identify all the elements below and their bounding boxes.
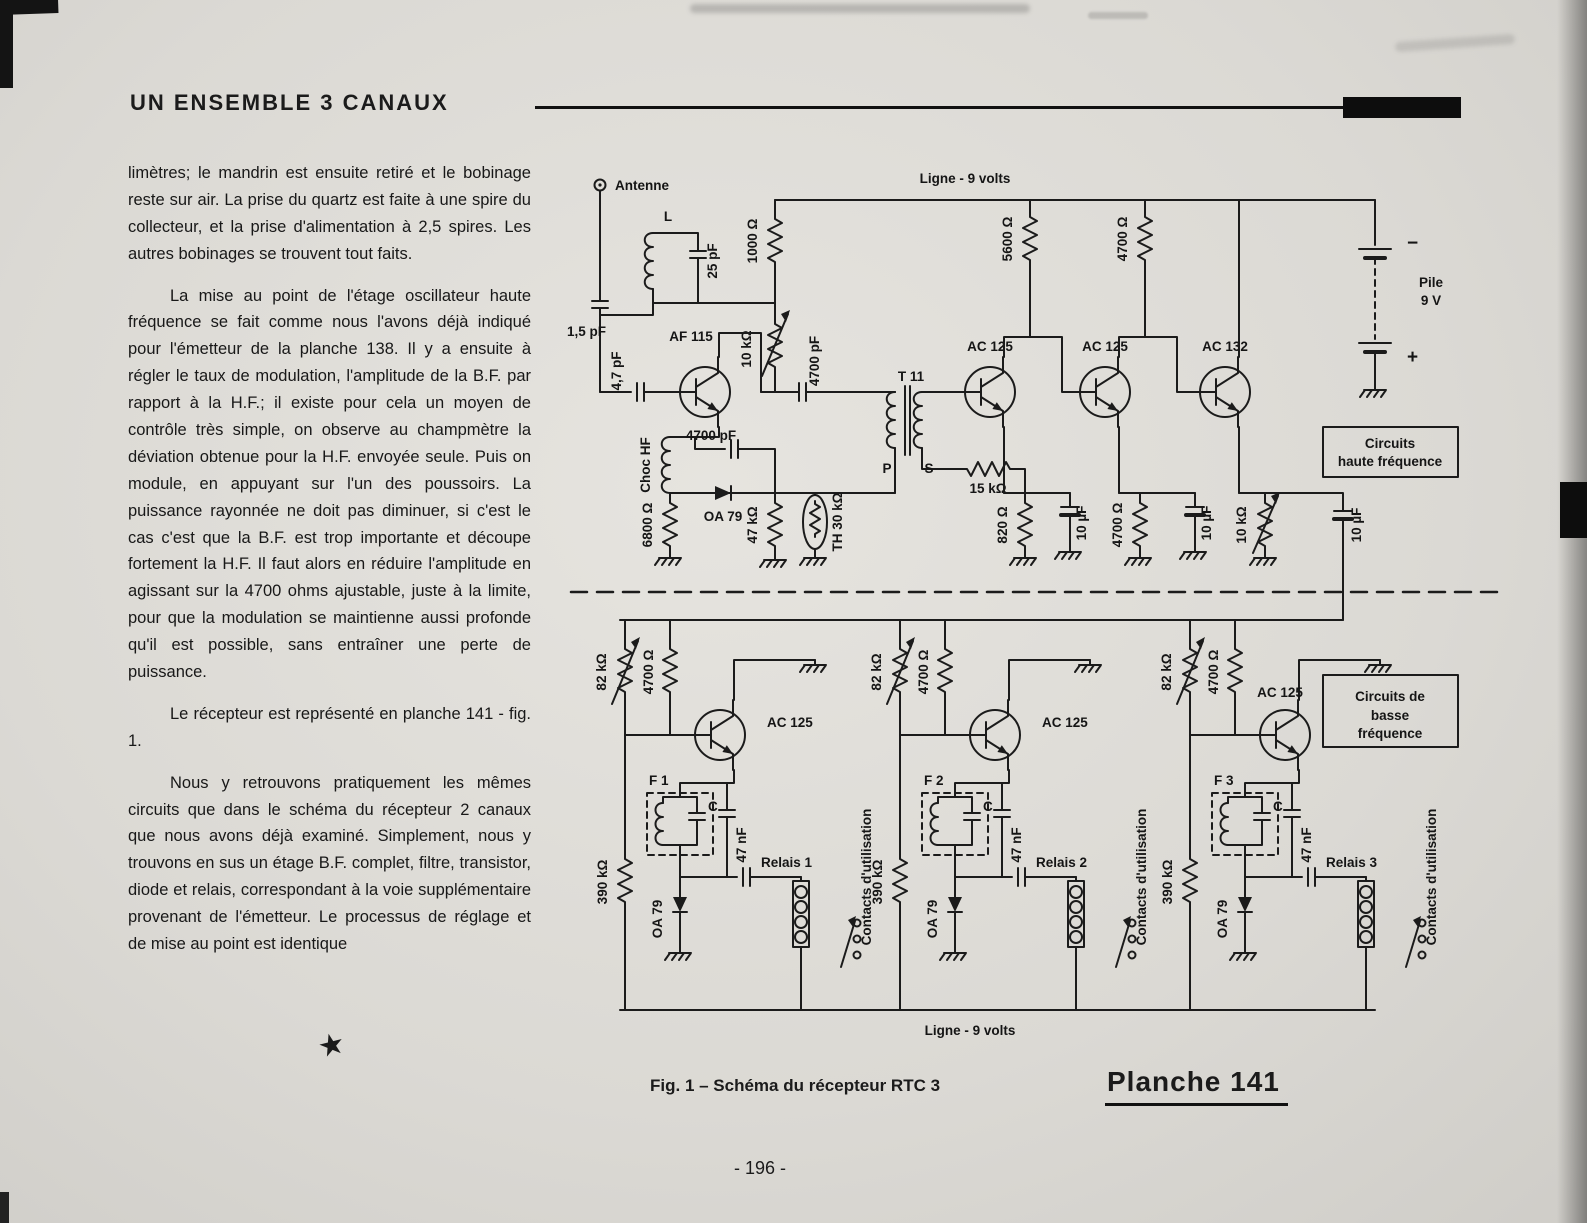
svg-text:fréquence: fréquence xyxy=(1357,726,1423,741)
resistor-390k-label: 390 kΩ xyxy=(870,859,885,905)
transistor-label: AC 125 xyxy=(1257,685,1303,700)
page-title: UN ENSEMBLE 3 CANAUX xyxy=(130,90,449,115)
resistor-5600 xyxy=(1000,200,1037,337)
svg-text:TH 30 kΩ: TH 30 kΩ xyxy=(830,492,845,552)
pot-10k-right xyxy=(1234,492,1280,565)
cap-4700pf-a-label: 4700 pF xyxy=(807,335,822,387)
diode-oa79-label: OA 79 xyxy=(650,899,665,939)
contacts-label: Contacts d'utilisation xyxy=(1134,808,1149,946)
resistor-15k xyxy=(963,462,1025,496)
relay-label: Relais 3 xyxy=(1326,855,1378,870)
transformer-t11 xyxy=(882,369,965,493)
article-paragraph: Nous y retrouvons pratiquement les mêmes circuits que dans le schéma du récepteur 2 canaux que nous avons déjà examiné. Simplement, nous y trouvons en sus un étage B.F. complet, filtre, transistor, diode et relais, correspondant à la voie supplémentaire provenant de l'émetteur. Le processus de réglage et de mise au point est identique xyxy=(128,773,531,954)
cap-47nf-label: 47 nF xyxy=(1299,827,1314,863)
svg-text:47 kΩ: 47 kΩ xyxy=(745,506,760,544)
svg-text:AC 132: AC 132 xyxy=(1202,339,1248,354)
bf-channel-3 xyxy=(1159,620,1439,1010)
contacts-label: Contacts d'utilisation xyxy=(859,808,874,946)
cap-25pf-label: 25 pF xyxy=(705,243,720,279)
svg-text:10 µF: 10 µF xyxy=(1199,505,1214,541)
svg-text:haute fréquence: haute fréquence xyxy=(1337,454,1443,469)
svg-text:Pile: Pile xyxy=(1418,275,1444,290)
resistor-390k-label: 390 kΩ xyxy=(595,859,610,905)
svg-text:AF 115: AF 115 xyxy=(669,329,713,344)
hf-label-box xyxy=(1323,427,1458,477)
figure-caption: Fig. 1 – Schéma du récepteur RTC 3 xyxy=(650,1076,941,1095)
resistor-4700-up xyxy=(1115,200,1152,337)
pot-82k-label: 82 kΩ xyxy=(1159,653,1174,691)
plate-label: Planche 141 xyxy=(1105,1066,1288,1106)
diode-oa79-label: OA 79 xyxy=(925,899,940,939)
svg-text:10 µF: 10 µF xyxy=(1074,505,1089,541)
svg-text:T 11: T 11 xyxy=(897,369,925,384)
contacts-label: Contacts d'utilisation xyxy=(1424,808,1439,946)
cap-4_7pf-label: 4,7 pF xyxy=(609,351,624,391)
svg-text:4700 Ω: 4700 Ω xyxy=(1110,502,1125,548)
resistor-6800 xyxy=(640,493,681,565)
svg-text:5600 Ω: 5600 Ω xyxy=(1000,216,1015,262)
scan-artifact-smudge xyxy=(1395,34,1515,52)
svg-text:basse: basse xyxy=(1370,708,1410,723)
resistor-4700-label: 4700 Ω xyxy=(916,649,931,695)
supply-rail-bottom xyxy=(620,1010,1375,1038)
svg-text:Circuits de: Circuits de xyxy=(1355,689,1425,704)
cap-1_5pf-label: 1,5 pF xyxy=(567,324,607,339)
supply-rail-top xyxy=(775,171,1375,200)
transistor-label: AC 125 xyxy=(767,715,813,730)
secondary-label: S xyxy=(924,461,934,476)
circuit-schematic xyxy=(565,155,1515,1060)
page-number: - 196 - xyxy=(733,1158,787,1178)
pot-10k-top xyxy=(739,303,790,392)
header-rule xyxy=(535,106,1343,109)
filter-label: F 3 xyxy=(1214,773,1234,788)
star-ornament: ★ xyxy=(314,1026,349,1065)
coil-l-label: L xyxy=(663,209,673,224)
rail-bottom-label: Ligne - 9 volts xyxy=(924,1023,1016,1038)
cap-47nf-label: 47 nF xyxy=(734,827,749,863)
relay-label: Relais 1 xyxy=(761,855,813,870)
filter-label: F 1 xyxy=(649,773,669,788)
svg-text:10 kΩ: 10 kΩ xyxy=(739,330,754,368)
article-column xyxy=(128,160,531,973)
pot-82k-label: 82 kΩ xyxy=(594,653,609,691)
resistor-390k-label: 390 kΩ xyxy=(1160,859,1175,905)
scan-artifact-edge xyxy=(1557,0,1587,1223)
scan-artifact-smudge xyxy=(1088,12,1148,19)
svg-text:6800 Ω: 6800 Ω xyxy=(640,502,655,548)
resistor-1000 xyxy=(745,200,782,303)
resistor-47k xyxy=(745,493,786,567)
svg-text:1000 Ω: 1000 Ω xyxy=(745,218,760,264)
transistor-ac132 xyxy=(1200,200,1250,493)
svg-text:Circuits: Circuits xyxy=(1364,436,1416,451)
transistor-label: AC 125 xyxy=(1042,715,1088,730)
resistor-4700-label: 4700 Ω xyxy=(641,649,656,695)
cap-4700pf-b-label: 4700 pF xyxy=(685,428,737,443)
svg-text:10 µF: 10 µF xyxy=(1349,507,1364,543)
scan-artifact-smudge xyxy=(690,4,1030,13)
cap-10uf-b xyxy=(1180,493,1214,559)
rail-top-label: Ligne - 9 volts xyxy=(919,171,1011,186)
svg-text:820 Ω: 820 Ω xyxy=(995,506,1010,544)
svg-text:AC 125: AC 125 xyxy=(967,339,1013,354)
antenna-label: Antenne xyxy=(615,178,669,193)
choke-hf xyxy=(638,428,895,524)
diode-oa79-label: OA 79 xyxy=(703,509,743,524)
header-black-bar xyxy=(1343,97,1461,118)
article-paragraph: La mise au point de l'étage oscillateur haute fréquence se fait comme nous l'avons déjà indiqué pour l'émetteur de la planche 138. Il y a ensuite à régler le taux de modulation, l'amplitude de la B.F. par rapport à la H.F.; il existe pour cela un moyen de contrôle très simple, on observe au champmètre la déviation obtenue pour la H.F. envoyée seule. Puis on module, en appuyant sur l'un des poussoirs. La puissance rayonnée ne doit pas diminuer, si c'est le cas c'est que la B.F. est trop importante et découpe fortement la H.F. Il faut alors en réduire l'amplitude en agissant sur la 4700 ohms ajustable, juste à la limite, pour que la modulation se maintienne aussi profonde qu'il est possible, sans entraîner une perte de puissance. xyxy=(128,286,531,682)
cap-10uf-a xyxy=(1055,493,1089,559)
relay-label: Relais 2 xyxy=(1036,855,1088,870)
svg-text:4700 Ω: 4700 Ω xyxy=(1115,216,1130,262)
plus-sign: + xyxy=(1407,347,1419,368)
article-paragraph: Le récepteur est représenté en planche 141 - fig. 1. xyxy=(128,704,531,750)
bf-channel-1 xyxy=(594,620,874,1010)
bf-channel-2 xyxy=(869,620,1149,1010)
filter-cap-label: C xyxy=(1273,799,1283,814)
bf-label-box xyxy=(1323,675,1458,747)
transistor-ac125-2 xyxy=(1080,337,1200,493)
svg-text:10 kΩ: 10 kΩ xyxy=(1234,506,1249,544)
primary-label: P xyxy=(882,461,892,476)
pot-82k-label: 82 kΩ xyxy=(869,653,884,691)
resistor-4700-label: 4700 Ω xyxy=(1206,649,1221,695)
diode-oa79-label: OA 79 xyxy=(1215,899,1230,939)
filter-cap-label: C xyxy=(983,799,993,814)
cap-10uf-c xyxy=(1265,493,1364,620)
svg-text:9 V: 9 V xyxy=(1420,293,1442,308)
svg-text:Choc HF: Choc HF xyxy=(638,437,653,493)
scan-artifact-notch xyxy=(1560,482,1587,538)
cap-47nf-label: 47 nF xyxy=(1009,827,1024,863)
article-paragraph: limètres; le mandrin est ensuite retiré et le bobinage reste sur air. La prise du quartz est faite à une spire du collecteur, et la prise d'alimentation à 2,5 spires. Les autres bobinages se trouvent tout faits. xyxy=(128,164,531,263)
thermistor-th30k xyxy=(800,492,845,565)
scan-artifact-corner xyxy=(0,0,13,88)
filter-cap-label: C xyxy=(708,799,718,814)
svg-text:AC 125: AC 125 xyxy=(1082,339,1128,354)
filter-label: F 2 xyxy=(924,773,944,788)
scan-artifact-corner xyxy=(0,1192,9,1223)
battery-9v xyxy=(1359,200,1443,397)
svg-text:15 kΩ: 15 kΩ xyxy=(969,481,1007,496)
minus-sign: − xyxy=(1407,233,1419,254)
